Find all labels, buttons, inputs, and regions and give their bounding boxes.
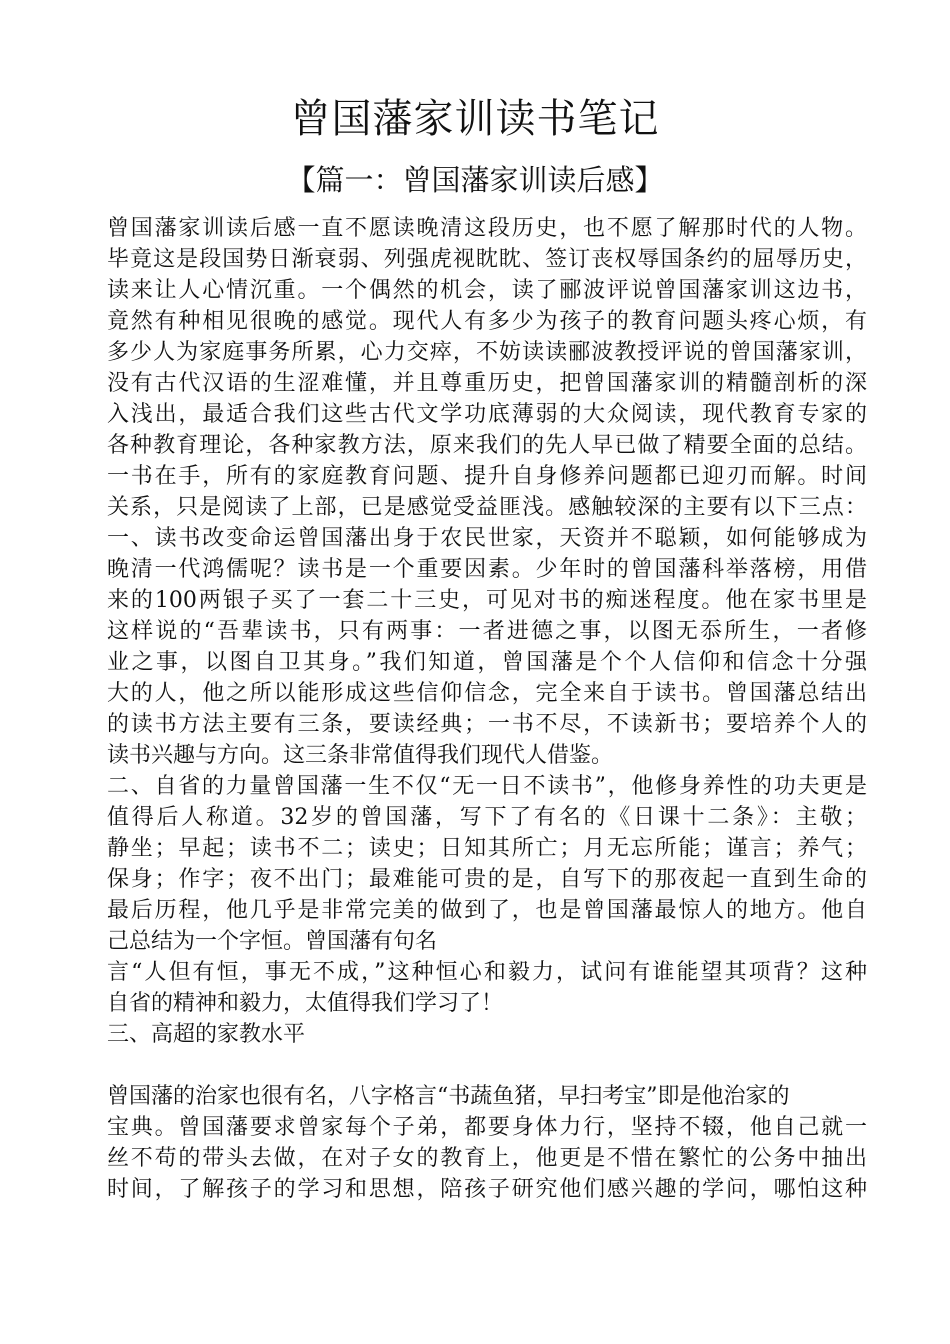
document-title: 曾国藩家训读书笔记: [290, 96, 660, 142]
text-line: 最后历程，他几乎是非常完美的做到了，也是曾国藩最惊人的地方。他自: [107, 898, 867, 923]
text-line: 曾国藩家训读后感一直不愿读晚清这段历史，也不愿了解那时代的人物。: [107, 216, 867, 241]
text-line: 来的100两银子买了一套二十三史，可见对书的痴迷程度。他在家书里是: [107, 588, 867, 613]
text-line: 曾国藩的治家也很有名，八字格言“书蔬鱼猪，早扫考宝”即是他治家的: [107, 1084, 790, 1109]
text-line: 读来让人心情沉重。一个偶然的机会，读了郦波评说曾国藩家训这边书，: [107, 278, 867, 303]
text-line: 多少人为家庭事务所累，心力交瘁，不妨读读郦波教授评说的曾国藩家训，: [107, 340, 867, 365]
section-heading: 【篇一：曾国藩家训读后感】: [286, 163, 664, 197]
text-line: 业之事，以图自卫其身。”我们知道，曾国藩是个个人信仰和信念十分强: [107, 650, 867, 675]
text-line: 入浅出，最适合我们这些古代文学功底薄弱的大众阅读，现代教育专家的: [107, 402, 867, 427]
text-line: 这样说的“吾辈读书，只有两事：一者进德之事，以图无忝所生，一者修: [107, 619, 867, 644]
text-line: 己总结为一个字恒。曾国藩有句名: [107, 929, 438, 954]
text-line: 毕竟这是段国势日渐衰弱、列强虎视眈眈、签订丧权辱国条约的屈辱历史，: [107, 247, 867, 272]
text-line: 一、读书改变命运曾国藩出身于农民世家，天资并不聪颖，如何能够成为: [107, 526, 867, 551]
text-line: 值得后人称道。32岁的曾国藩，写下了有名的《日课十二条》：主敬；: [107, 805, 867, 830]
text-line: 关系，只是阅读了上部，已是感觉受益匪浅。感触较深的主要有以下三点：: [107, 495, 867, 520]
text-line: 自省的精神和毅力，太值得我们学习了！: [107, 991, 504, 1016]
text-line: 一书在手，所有的家庭教育问题、提升自身修养问题都已迎刃而解。时间: [107, 464, 867, 489]
text-line: 静坐；早起；读书不二；读史；日知其所亡；月无忘所能；谨言；养气；: [107, 836, 867, 861]
text-line: 的读书方法主要有三条，要读经典；一书不尽，不读新书；要培养个人的: [107, 712, 867, 737]
text-line: 保身；作字；夜不出门；最难能可贵的是，自写下的那夜起一直到生命的: [107, 867, 867, 892]
text-line: 三、高超的家教水平: [107, 1022, 306, 1047]
text-line: 丝不苟的带头去做，在对子女的教育上，他更是不惜在繁忙的公务中抽出: [107, 1146, 867, 1171]
text-line: 各种教育理论，各种家教方法，原来我们的先人早已做了精要全面的总结。: [107, 433, 867, 458]
text-line: 大的人，他之所以能形成这些信仰信念，完全来自于读书。曾国藩总结出: [107, 681, 867, 706]
text-line: 二、自省的力量曾国藩一生不仅“无一日不读书”，他修身养性的功夫更是: [107, 774, 867, 799]
body-text: [107, 213, 867, 1205]
text-line: 晚清一代鸿儒呢？读书是一个重要因素。少年时的曾国藩科举落榜，用借: [107, 557, 867, 582]
text-line: 言“人但有恒，事无不成，”这种恒心和毅力，试问有谁能望其项背？这种: [107, 960, 867, 985]
text-line: 时间，了解孩子的学习和思想，陪孩子研究他们感兴趣的学问，哪怕这种: [107, 1177, 867, 1202]
text-line: 读书兴趣与方向。这三条非常值得我们现代人借鉴。: [107, 743, 614, 768]
text-line: 宝典。曾国藩要求曾家每个子弟，都要身体力行，坚持不辍，他自己就一: [107, 1115, 867, 1140]
text-line: 没有古代汉语的生涩难懂，并且尊重历史，把曾国藩家训的精髓剖析的深: [107, 371, 867, 396]
text-line: 竟然有种相见很晚的感觉。现代人有多少为孩子的教育问题头疼心烦，有: [107, 309, 867, 334]
paragraph-gap: [107, 1050, 867, 1081]
